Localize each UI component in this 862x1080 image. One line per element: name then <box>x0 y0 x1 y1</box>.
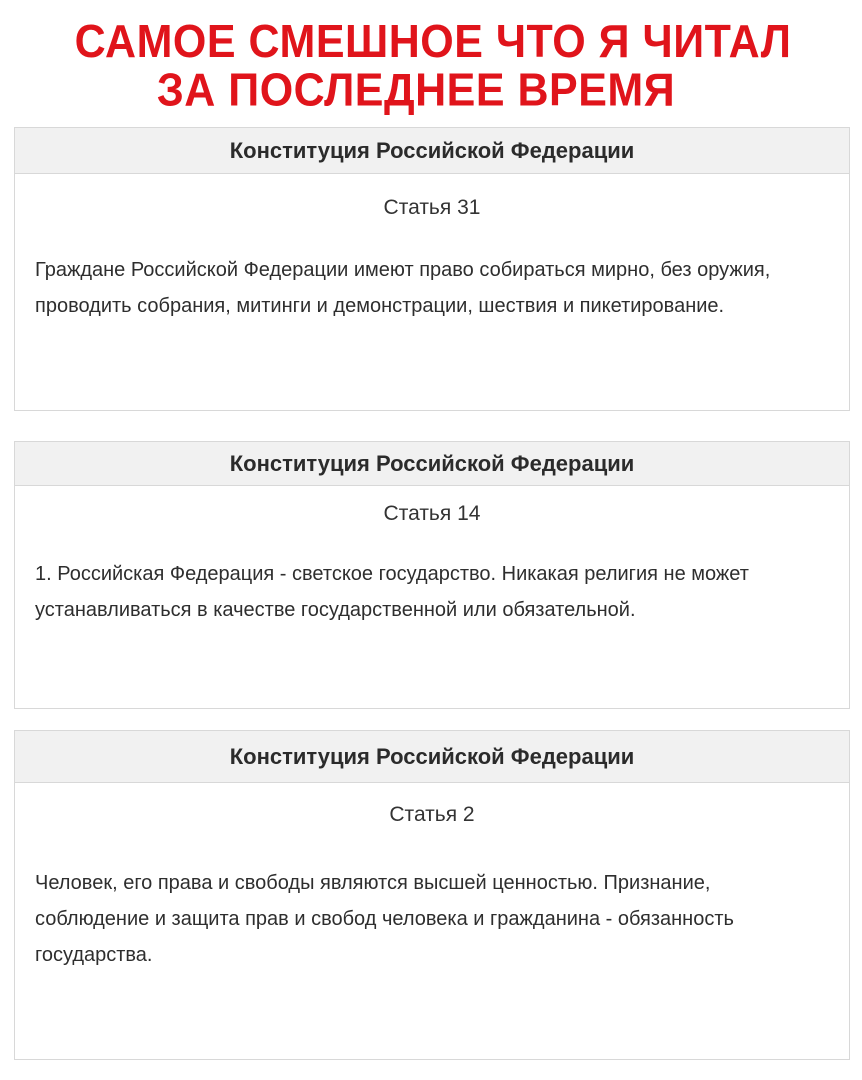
article-title: Статья 2 <box>389 803 475 826</box>
article-body <box>35 865 829 973</box>
card-header: Конституция Российской Федерации <box>15 128 849 174</box>
headline-line-2: ЗА ПОСЛЕДНЕЕ ВРЕМЯ <box>156 64 676 117</box>
article-title: Статья 14 <box>383 502 481 525</box>
constitution-card-article-2 <box>14 730 850 1060</box>
headline <box>0 15 862 117</box>
card-header: Конституция Российской Федерации <box>15 731 849 783</box>
article-title: Статья 31 <box>383 196 481 219</box>
card-header: Конституция Российской Федерации <box>15 442 849 486</box>
constitution-card-article-31 <box>14 127 850 411</box>
article-text: Граждане Российской Федерации имеют право собираться мирно, без оружия, проводить собрания, митинги и демонстрации, шествия и пикетирование. <box>35 259 771 317</box>
constitution-card-article-14 <box>14 441 850 709</box>
headline-line-1: САМОЕ СМЕШНОЕ ЧТО Я ЧИТАЛ <box>74 15 792 68</box>
article-body <box>35 556 829 628</box>
article-text: 1. Российская Федерация - светское государство. Никакая религия не может устанавливаться в качестве государственной или обязательной. <box>35 563 749 621</box>
article-body <box>35 252 829 324</box>
article-text: Человек, его права и свободы являются высшей ценностью. Признание, соблюдение и защита прав и свобод человека и гражданина - обязанность государства. <box>35 872 734 966</box>
